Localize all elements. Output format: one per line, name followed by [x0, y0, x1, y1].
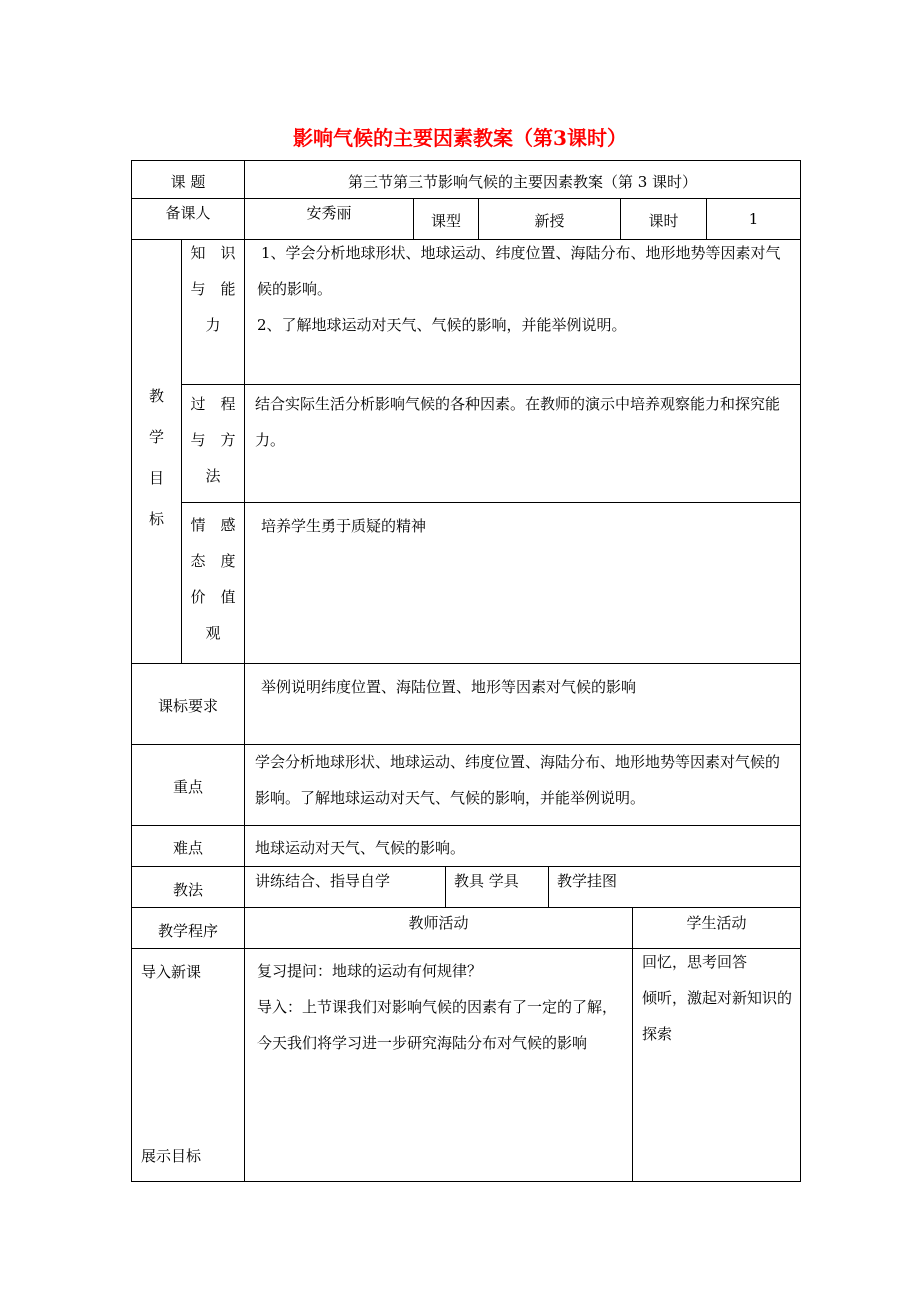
topic-label: 课 题	[170, 173, 206, 191]
topic-value: 第三节第三节影响气候的主要因素教案（第 3 课时）	[347, 173, 698, 191]
type-label-cell	[413, 198, 479, 240]
process-text: 结合实际生活分析影响气候的各种因素。在教师的演示中培养观察能力和探究能力。	[255, 395, 781, 449]
knowledge-label: 力	[205, 316, 221, 334]
emotion-cell	[244, 502, 801, 664]
document-title: 影响气候的主要因素教案（第3课时）	[293, 126, 627, 150]
difficulty-cell	[244, 825, 801, 867]
step-intro: 导入新课	[141, 963, 202, 981]
teacher-activity-1: 复习提问：地球的运动有何规律？	[257, 962, 483, 980]
hours-label: 课时	[648, 212, 679, 230]
emotion-label: 价 值	[190, 588, 236, 606]
emotion-label: 观	[205, 624, 221, 642]
author-cell	[244, 198, 414, 240]
steps-cell	[131, 948, 245, 1182]
student-activity-2: 倾听，激起对新知识的探索	[642, 989, 793, 1043]
student-activity-cell	[632, 948, 801, 1182]
step-goals: 展示目标	[141, 1147, 202, 1165]
standard-text: 举例说明纬度位置、海陆位置、地形等因素对气候的影响	[261, 678, 637, 696]
difficulty-label: 难点	[172, 839, 203, 857]
key-label: 重点	[172, 778, 203, 796]
standard-label-cell	[131, 663, 245, 745]
knowledge-text-1: 1、学会分析地球形状、地球运动、纬度位置、海陆分布、地形地势等因素对气候的影响。	[257, 244, 781, 298]
process-label: 与 方	[190, 431, 236, 449]
standard-cell	[244, 663, 801, 745]
process-label: 法	[205, 467, 221, 485]
author-label: 备课人	[165, 204, 211, 222]
student-activity-1: 回忆，思考回答	[642, 953, 748, 971]
teacher-activity-cell	[244, 948, 633, 1182]
goals-label-char: 目	[148, 469, 164, 487]
knowledge-label: 知 识	[190, 244, 236, 262]
tools-label-cell	[445, 866, 549, 908]
standard-label: 课标要求	[157, 697, 218, 715]
tools-label: 教具 学具	[454, 872, 519, 890]
emotion-label-cell	[181, 502, 245, 664]
process-cell	[244, 384, 801, 503]
author: 安秀丽	[306, 204, 352, 222]
emotion-label: 情 感	[190, 516, 236, 534]
type: 新授	[534, 212, 565, 230]
author-label-cell	[131, 198, 245, 240]
teacher-header-cell	[244, 907, 633, 949]
type-label: 课型	[430, 212, 461, 230]
teacher-activity-2: 导入：上节课我们对影响气候的因素有了一定的了解，今天我们将学习进一步研究海陆分布对气候的影响	[257, 998, 618, 1052]
program-label: 教学程序	[157, 922, 218, 940]
key-text: 学会分析地球形状、地球运动、纬度位置、海陆分布、地形地势等因素对气候的影响。了解地球运动对天气、气候的影响，并能举例说明。	[255, 753, 781, 807]
method-label: 教法	[172, 881, 203, 899]
knowledge-text-2: 2、了解地球运动对天气、气候的影响，并能举例说明。	[257, 316, 627, 334]
goals-label-char: 学	[148, 428, 164, 446]
student-header: 学生活动	[686, 914, 747, 932]
knowledge-label: 与 能	[190, 280, 236, 298]
hours-cell	[706, 198, 801, 240]
topic-label-cell	[131, 160, 245, 199]
type-cell	[478, 198, 621, 240]
process-label-cell	[181, 384, 245, 503]
tools-value: 教学挂图	[557, 872, 618, 890]
student-header-cell	[632, 907, 801, 949]
method-label-cell	[131, 866, 245, 908]
topic-value-cell	[244, 160, 801, 199]
hours-label-cell	[620, 198, 707, 240]
knowledge-label-cell	[181, 239, 245, 385]
method-cell	[244, 866, 446, 908]
difficulty-label-cell	[131, 825, 245, 867]
teacher-header: 教师活动	[408, 914, 469, 932]
hours: 1	[748, 210, 759, 228]
goals-label-char: 标	[148, 510, 164, 528]
process-label: 过 程	[190, 395, 236, 413]
goals-label-char: 教	[148, 387, 164, 405]
knowledge-cell	[244, 239, 801, 385]
key-label-cell	[131, 744, 245, 826]
emotion-text: 培养学生勇于质疑的精神	[261, 517, 427, 535]
method-value: 讲练结合、指导自学	[255, 872, 391, 890]
tools-cell	[548, 866, 801, 908]
goals-label-cell	[131, 239, 182, 664]
emotion-label: 态 度	[190, 552, 236, 570]
difficulty-text: 地球运动对天气、气候的影响。	[255, 839, 466, 857]
key-cell	[244, 744, 801, 826]
program-label-cell	[131, 907, 245, 949]
